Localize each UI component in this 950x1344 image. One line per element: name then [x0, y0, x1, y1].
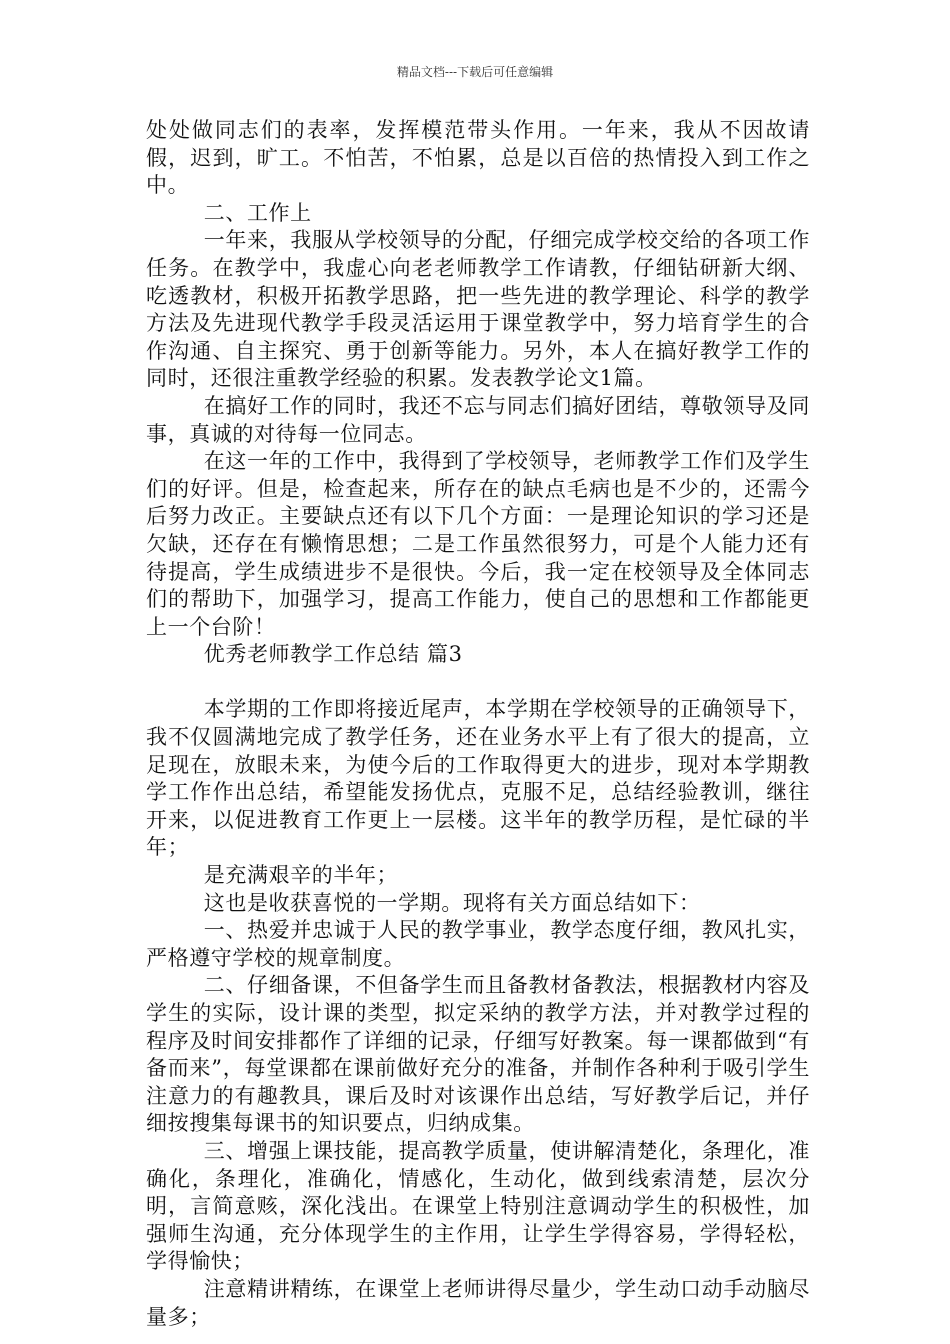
paragraph-point-2: 二、仔细备课，不但备学生而且备教材备教法，根据教材内容及学生的实际，设计课的类型，拟定采纳的教学方法，并对教学过程的程序及时间安排都作了详细的记录，仔细写好教案。每一课都做到“有备而来”，每堂课都在课前做好充分的准备，并制作各种利于吸引学生注意力的有趣教具，课后及时对该课作出总结，写好教学后记，并仔细按搜集每课书的知识要点，归纳成集。: [146, 973, 810, 1136]
paragraph-continuation: 处处做同志们的表率，发挥模范带头作用。一年来，我从不因故请假，迟到，旷工。不怕苦，不怕累，总是以百倍的热情投入到工作之中。: [146, 118, 810, 198]
paragraph-hardship: 是充满艰辛的半年；: [203, 863, 399, 888]
paragraph-harvest: 这也是收获喜悦的一学期。现将有关方面总结如下：: [203, 890, 701, 915]
paragraph-point-3: 三、增强上课技能，提高教学质量，使讲解清楚化，条理化，准确化，条理化，准确化，情感化，生动化，做到线索清楚，层次分明，言简意赅，深化浅出。在课堂上特别注意调动学生的积极性，加强师生沟通，充分体现学生的主作用，让学生学得容易，学得轻松，学得愉快；: [146, 1138, 810, 1274]
paragraph-point-1: 一、热爱并忠诚于人民的教学事业，教学态度仔细，教风扎实，严格遵守学校的规章制度。: [146, 918, 810, 970]
paragraph-review: 在这一年的工作中，我得到了学校领导，老师教学工作们及学生们的好评。但是，检查起来，所存在的缺点毛病也是不少的，还需今后努力改正。主要缺点还有以下几个方面：一是理论知识的学习还是欠缺，还存在有懒惰思想；二是工作虽然很努力，可是个人能力还有待提高，学生成绩进步不是很快。今后，我一定在校领导及全体同志们的帮助下，加强学习，提高工作能力，使自己的思想和工作都能更上一个台阶！: [146, 449, 810, 639]
paragraph-semester-intro: 本学期的工作即将接近尾声，本学期在学校领导的正确领导下，我不仅圆满地完成了教学任务，还在业务水平上有了很大的提高，立足现在，放眼未来，为使今后的工作取得更大的进步，现对本学期教学工作作出总结，希望能发扬优点，克服不足，总结经验教训，继往开来，以促进教育工作更上一层楼。这半年的教学历程，是忙碌的半年；: [146, 697, 810, 860]
section-heading-work: 二、工作上: [203, 200, 312, 225]
blank-line: [146, 669, 810, 697]
document-body: [146, 117, 810, 1331]
paragraph-unity: 在搞好工作的同时，我还不忘与同志们搞好团结，尊敬领导及同事，真诚的对待每一位同志。: [146, 393, 810, 446]
page-header: 精品文档---下载后可任意编辑: [396, 65, 554, 79]
paragraph-practice: 注意精讲精练，在课堂上老师讲得尽量少，学生动口动手动脑尽量多；: [146, 1276, 810, 1329]
section-title-part3: 优秀老师教学工作总结 篇3: [203, 642, 463, 667]
paragraph-work: 一年来，我服从学校领导的分配，仔细完成学校交给的各项工作任务。在教学中，我虚心向老老师教学工作请教，仔细钻研新大纲、吃透教材，积极开拓教学思路，把一些先进的教学理论、科学的教学方法及先进现代教学手段灵活运用于课堂教学中，努力培育学生的合作沟通、自主探究、勇于创新等能力。另外，本人在搞好教学工作的同时，还很注重教学经验的积累。发表教学论文1篇。: [146, 228, 810, 391]
